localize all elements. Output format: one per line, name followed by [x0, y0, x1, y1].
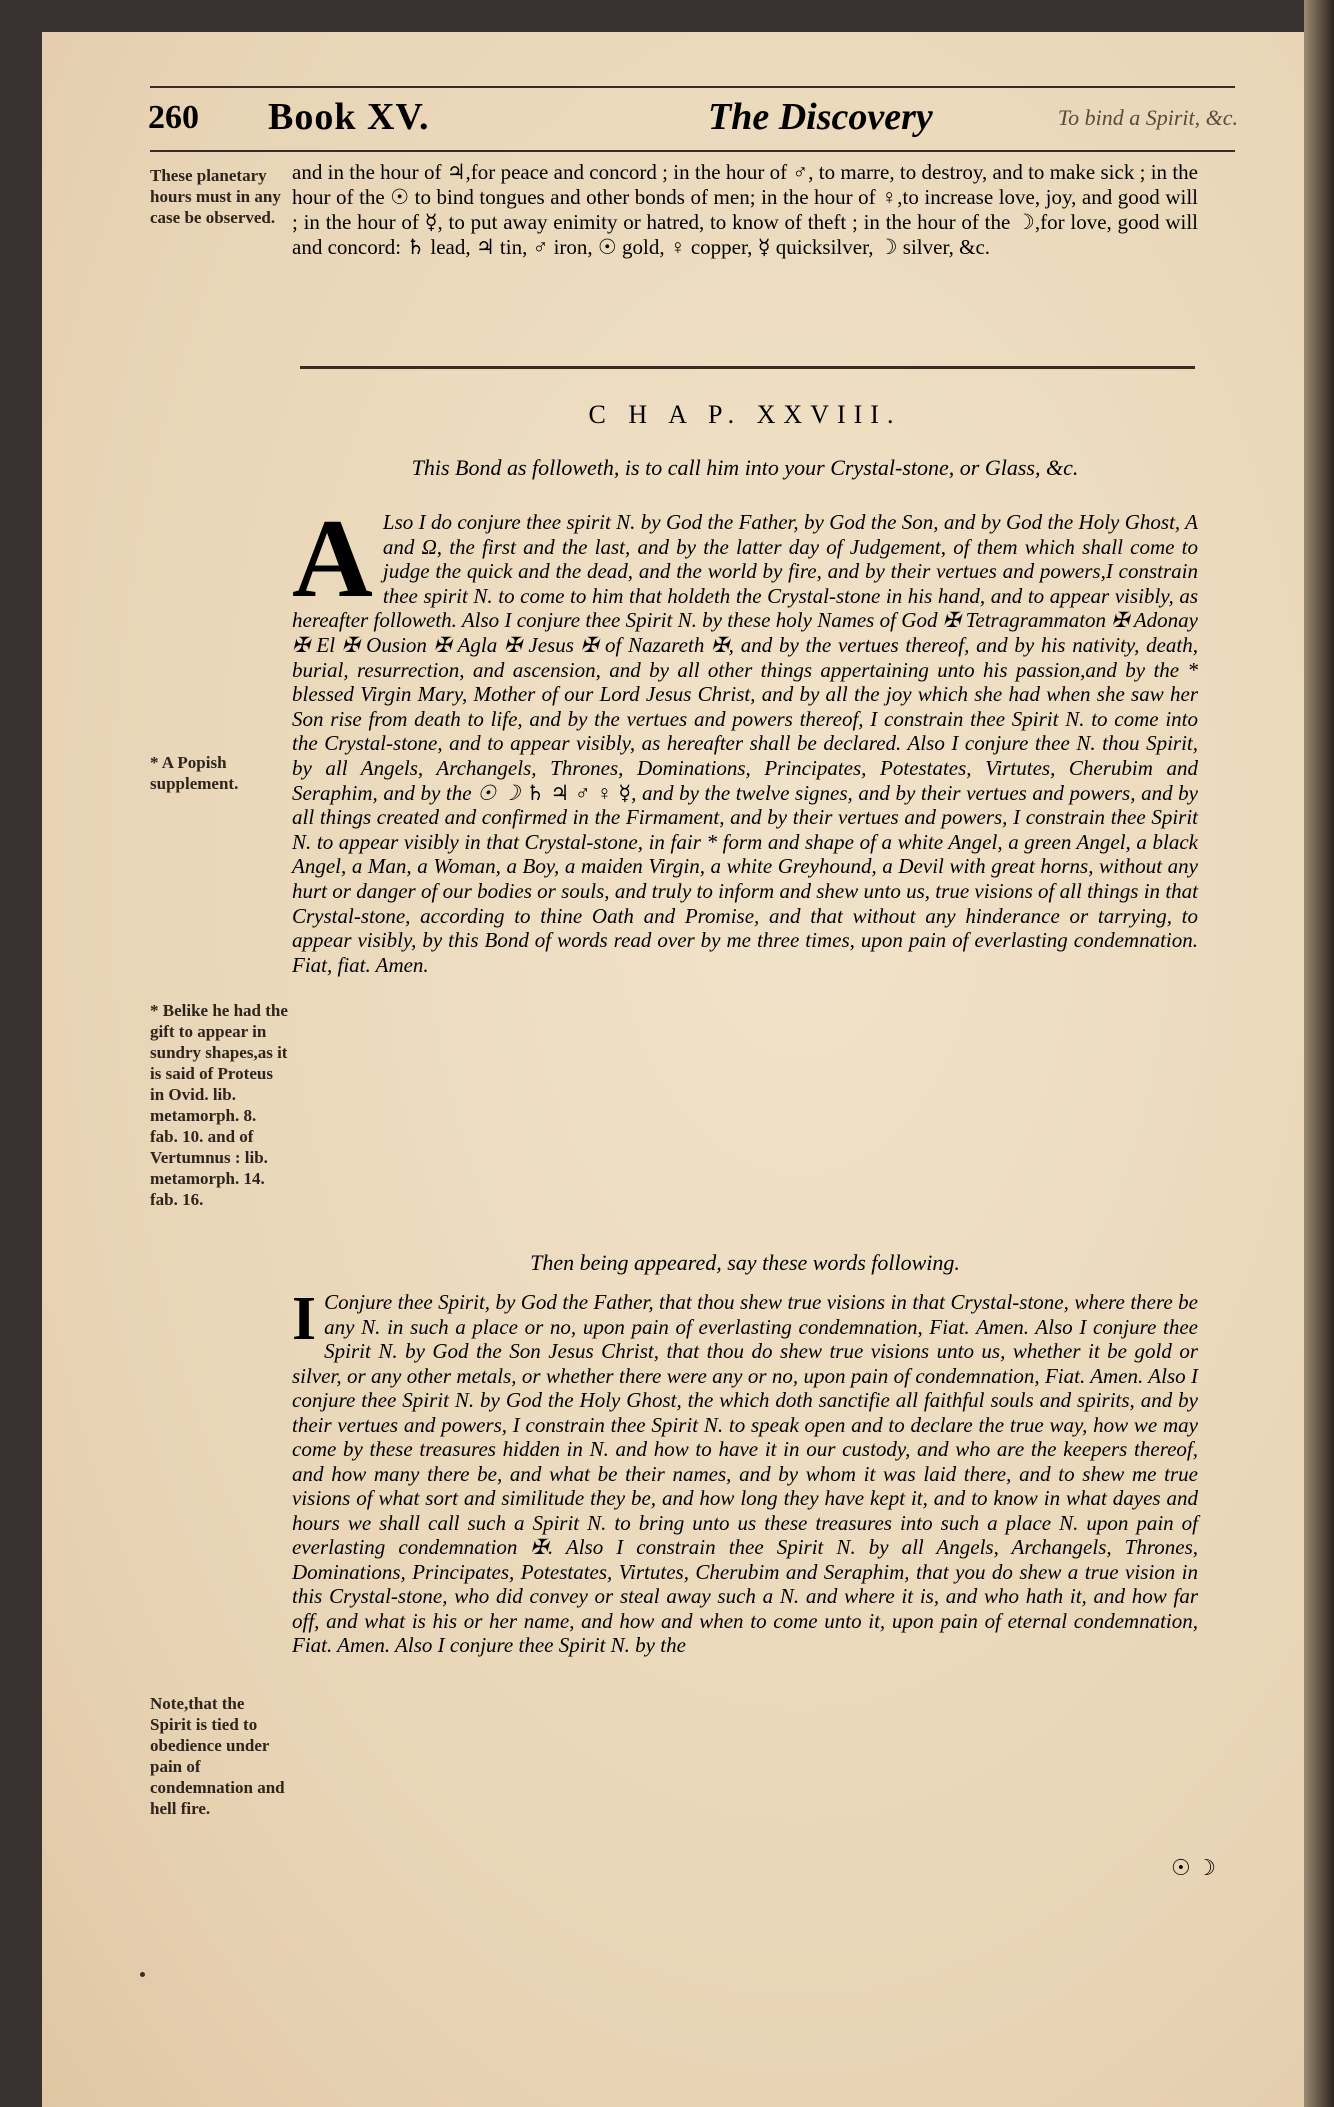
- drop-cap-i: I: [292, 1285, 317, 1353]
- chapter-heading: C H A P. XXVIII.: [588, 400, 902, 429]
- conjuration-text: Conjure thee Spirit, by God the Father, that thou shew true visions in that Crystal-stone, where there be any N. in such a place or no, upon pain of everlasting condemnation, Fiat. Amen. Also I conjure thee Spirit N. by God the Son Jesus Christ, that thou do shew true visions unto us, whether it be gold or silver, or any other metals, or whether there were any or no, upon pain of condemnation, Fiat. Amen. Also I conjure thee Spirit N. by God the Holy Ghost, the which doth sanctifie all faithful souls and spirits, and by their vertues and powers, I constrain thee Spirit N. to speak open and to declare the true way, how we may come by these treasures hidden in N. and how to have it in our custody, and who are the keepers thereof, and how many there be, and what be their names, and by whom it was laid there, and to shew me true visions of what sort and similitude they be, and how long they have kept it, and to know in what dayes and hours we shall call such a Spirit N. to bring unto us these treasures into such a place N. upon pain of everlasting condemnation ✠. Also I constrain thee Spirit N. by all Angels, Archangels, Thrones, Dominations, Principates, Potestates, Virtutes, Cherubim and Seraphim, that you do shew a true vision in this Crystal-stone, who did convey or steal away such a N. and where it is, and who hath it, and how far off, and what is his or her name, and how and when to come unto it, upon pain of eternal condemnation, Fiat. Amen. Also I conjure thee Spirit N. by the: [292, 1290, 1198, 1657]
- ink-speck: [140, 1972, 145, 1977]
- header-title: The Discovery: [708, 96, 933, 138]
- page-header: [108, 95, 1238, 155]
- appeared-subtitle: Then being appeared, say these words following.: [530, 1250, 960, 1275]
- chapter-subtitle: This Bond as followeth, is to call him into your Crystal-stone, or Glass, &c.: [411, 455, 1079, 480]
- header-top-rule: [150, 86, 1235, 88]
- book-label: Book XV.: [268, 96, 430, 138]
- page-number: 260: [148, 99, 199, 136]
- margin-note-popish: * A Popish supplement.: [150, 753, 239, 793]
- header-bottom-rule: [150, 150, 1235, 152]
- book-spine-edge: [1304, 0, 1334, 2107]
- bond-paragraph: [292, 497, 1198, 977]
- margin-note-planetary: These planetary hours must in any case be observed.: [150, 166, 281, 227]
- drop-cap-a: A: [292, 497, 373, 621]
- chapter-rule: [300, 366, 1195, 369]
- catchword: ☉ ☽: [1171, 1855, 1216, 1880]
- bond-text: Lso I do conjure thee spirit N. by God the Father, by God the Son, and by God the Holy Ghost, A and Ω, the first and the last, and by the latter day of Judgement, of them which shall come to judge the quick and the dead, and the world by fire, and by their vertues and powers,I constrain thee spirit N. to come to him that holdeth the Crystal-stone in his hand, and to appear visibly, as hereafter followeth. Also I conjure thee Spirit N. by these holy Names of God ✠ Tetragrammaton ✠ Adonay ✠ El ✠ Ousion ✠ Agla ✠ Jesus ✠ of Nazareth ✠, and by the vertues thereof, and by his nativity, death, burial, resurrection, and ascension, and by all other things appertaining unto his passion,and by the * blessed Virgin Mary, Mother of our Lord Jesus Christ, and by all the joy which she had when she saw her Son rise from death to life, and by the vertues and powers thereof, I constrain thee Spirit N. to come into the Crystal-stone, and to appear visibly, as hereafter shall be declared. Also I conjure thee N. thou Spirit, by all Angels, Archangels, Thrones, Dominations, Principates, Potestates, Virtutes, Cherubim and Seraphim, and by the ☉ ☽ ♄ ♃ ♂ ♀ ☿, and by the twelve signes, and by their vertues and powers, and by all things created and confirmed in the Firmament, and by their vertues and powers, I constrain thee Spirit N. to appear visibly in that Crystal-stone, in fair * form and shape of a white Angel, a green Angel, a black Angel, a Man, a Woman, a Boy, a maiden Virgin, a white Greyhound, a Devil with great horns, without any hurt or danger of our bodies or souls, and truly to inform and shew unto us, true visions of all things in that Crystal-stone, according to thine Oath and Promise, and that without any hinderance or tarrying, to appear visibly, by this Bond of words read over by me three times, upon pain of everlasting condemnation. Fiat, fiat. Amen.: [292, 510, 1198, 977]
- conjuration-paragraph: [292, 1285, 1198, 1658]
- running-head: To bind a Spirit, &c.: [1057, 105, 1238, 130]
- intro-paragraph: and in the hour of ♃,for peace and concord ; in the hour of ♂, to marre, to destroy, and to make sick ; in the hour of the ☉ to bind tongues and other bonds of men; in the hour of ♀,to increase love, joy, and good will ; in the hour of ☿, to put away enimity or hatred, to know of theft ; in the hour of the ☽,for love, good will and concord: ♄ lead, ♃ tin, ♂ iron, ☉ gold, ♀ copper, ☿ quicksilver, ☽ silver, &c.: [292, 160, 1198, 259]
- margin-note-obedience: Note,that the Spirit is tied to obedience under pain of condemnation and hell fire.: [150, 1694, 285, 1818]
- margin-note-proteus: * Belike he had the gift to appear in sundry shapes,as it is said of Proteus in Ovid. lib. metamorph. 8. fab. 10. and of Vertumnus : lib. metamorph. 14. fab. 16.: [150, 1001, 288, 1209]
